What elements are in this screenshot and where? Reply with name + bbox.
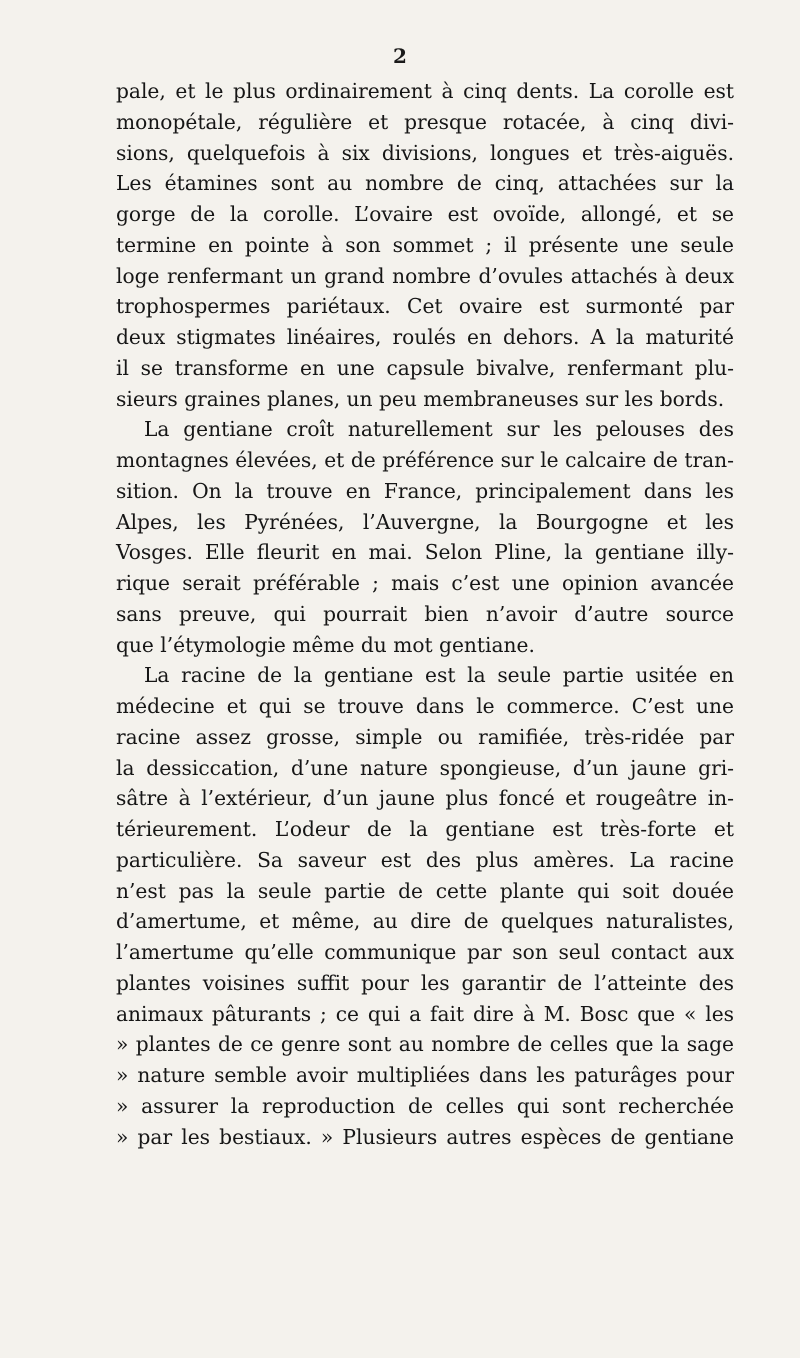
text-line: sâtre à l’extérieur, d’un jaune plus foncé et rougeâtre in- bbox=[116, 786, 734, 811]
text-line: » par les bestiaux. » Plusieurs autres espèces de gentiane bbox=[116, 1124, 734, 1149]
text-line: sans preuve, qui pourrait bien n’avoir d’autre source bbox=[116, 601, 734, 626]
text-line: trophospermes pariétaux. Cet ovaire est surmonté par bbox=[116, 294, 734, 319]
text-line: n’est pas la seule partie de cette plante qui soit douée bbox=[116, 878, 734, 903]
text-line: médecine et qui se trouve dans le commerce. C’est une bbox=[116, 694, 734, 718]
text-line: que l’étymologie même du mot gentiane. bbox=[116, 632, 535, 657]
text-line: gorge de la corolle. L’ovaire est ovoïde, allongé, et se bbox=[116, 202, 734, 226]
text-line: l’amertume qu’elle communique par son seul contact aux bbox=[116, 940, 734, 964]
text-line: sieurs graines planes, un peu membraneuses sur les bords. bbox=[116, 386, 725, 411]
text-line: » plantes de ce genre sont au nombre de celles que la sage bbox=[116, 1032, 734, 1057]
text-line: Les étamines sont au nombre de cinq, attachées sur la bbox=[116, 171, 734, 196]
text-line: monopétale, régulière et presque rotacée, à cinq divi- bbox=[116, 109, 734, 134]
text-line: la dessiccation, d’une nature spongieuse, d’un jaune gri- bbox=[116, 755, 734, 780]
text-line: plantes voisines suffit pour les garantir de l’atteinte des bbox=[116, 970, 734, 995]
page-number: 2 bbox=[393, 44, 407, 68]
text-line: loge renfermant un grand nombre d’ovules attachés à deux bbox=[116, 263, 734, 288]
text-line: La racine de la gentiane est la seule partie usitée en bbox=[144, 663, 734, 688]
text-line: termine en pointe à son sommet ; il présente une seule bbox=[116, 232, 734, 257]
text-line: racine assez grosse, simple ou ramifiée, très-ridée par bbox=[116, 724, 734, 749]
text-line: sition. On la trouve en France, principalement dans les bbox=[116, 478, 734, 503]
text-line: particulière. Sa saveur est des plus amères. La racine bbox=[116, 847, 734, 872]
text-line: montagnes élevées, et de préférence sur le calcaire de tran- bbox=[116, 448, 734, 472]
text-line: sions, quelquefois à six divisions, longues et très-aiguës. bbox=[116, 140, 734, 165]
text-line: pale, et le plus ordinairement à cinq dents. La corolle est bbox=[116, 79, 734, 103]
text-line: d’amertume, et même, au dire de quelques naturalistes, bbox=[116, 909, 734, 934]
text-line: térieurement. L’odeur de la gentiane est très-forte et bbox=[116, 817, 734, 841]
body-text bbox=[116, 76, 734, 1152]
text-line: rique serait préférable ; mais c’est une opinion avancée bbox=[116, 571, 734, 595]
text-line: » assurer la reproduction de celles qui sont recherchée bbox=[116, 1093, 734, 1118]
text-line: Alpes, les Pyrénées, l’Auvergne, la Bourgogne et les bbox=[116, 509, 734, 534]
text-line: » nature semble avoir multipliées dans les paturâges pour bbox=[116, 1063, 734, 1087]
text-line: Vosges. Elle fleurit en mai. Selon Pline, la gentiane illy- bbox=[116, 540, 734, 565]
text-line: La gentiane croît naturellement sur les pelouses des bbox=[144, 417, 734, 442]
text-line: deux stigmates linéaires, roulés en dehors. A la maturité bbox=[116, 325, 734, 349]
text-line: il se transforme en une capsule bivalve, renfermant plu- bbox=[116, 355, 734, 380]
text-line: animaux pâturants ; ce qui a fait dire à M. Bosc que « les bbox=[116, 1001, 734, 1026]
